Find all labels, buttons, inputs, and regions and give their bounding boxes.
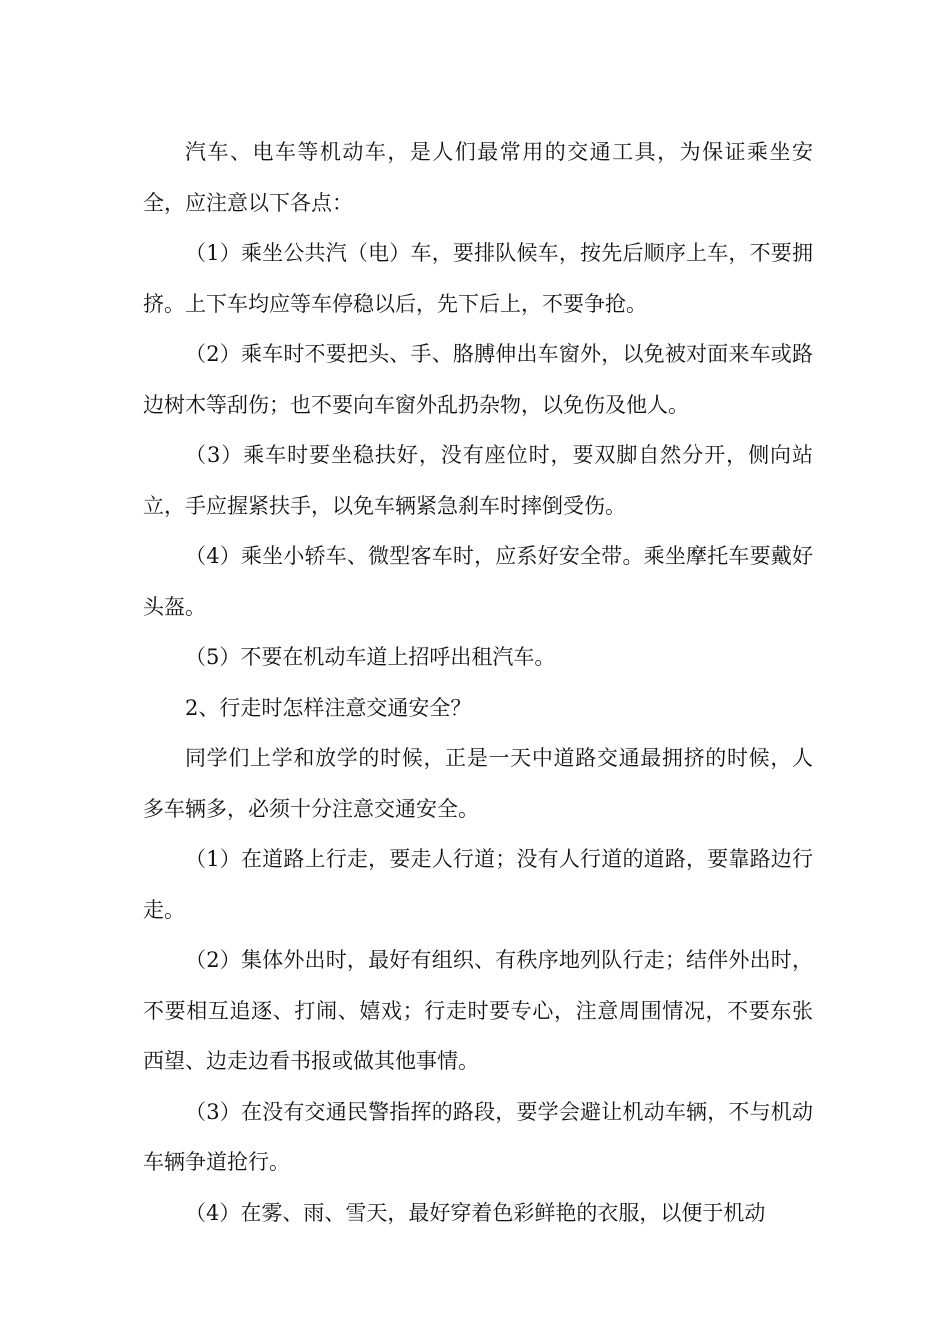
- paragraph-walking-intro: 同学们上学和放学的时候，正是一天中道路交通最拥挤的时候，人多车辆多，必须十分注意交通安全。: [143, 746, 813, 821]
- document-body: [143, 127, 813, 1238]
- paragraph-intro: 汽车、电车等机动车，是人们最常用的交通工具，为保证乘坐安全，应注意以下各点：: [143, 140, 813, 215]
- paragraph-rule-2: （2）乘车时不要把头、手、胳膊伸出车窗外，以免被对面来车或路边树木等刮伤；也不要向车窗外乱扔杂物，以免伤及他人。: [143, 342, 813, 417]
- paragraph-rule-5: （5）不要在机动车道上招呼出租汽车。: [185, 645, 556, 669]
- paragraph-walking-rule-4: （4）在雾、雨、雪天，最好穿着色彩鲜艳的衣服，以便于机动: [185, 1200, 766, 1225]
- paragraph-walking-rule-1: （1）在道路上行走，要走人行道；没有人行道的道路，要靠路边行走。: [143, 847, 813, 922]
- paragraph-rule-4: （4）乘坐小轿车、微型客车时，应系好安全带。乘坐摩托车要戴好头盔。: [143, 544, 813, 619]
- paragraph-walking-rule-3: （3）在没有交通民警指挥的路段，要学会避让机动车辆，不与机动车辆争道抢行。: [143, 1099, 813, 1174]
- paragraph-walking-rule-2: （2）集体外出时，最好有组织、有秩序地列队行走；结伴外出时，不要相互追逐、打闹、嬉戏；行走时要专心，注意周围情况，不要东张西望、边走边看书报或做其他事情。: [143, 948, 813, 1073]
- paragraph-rule-1: （1）乘坐公共汽（电）车，要排队候车，按先后顺序上车，不要拥挤。上下车均应等车停稳以后，先下后上，不要争抢。: [143, 241, 813, 316]
- paragraph-rule-3: （3）乘车时要坐稳扶好，没有座位时，要双脚自然分开，侧向站立，手应握紧扶手，以免车辆紧急刹车时摔倒受伤。: [143, 443, 813, 518]
- section-heading-walking: 2、行走时怎样注意交通安全？: [185, 695, 472, 720]
